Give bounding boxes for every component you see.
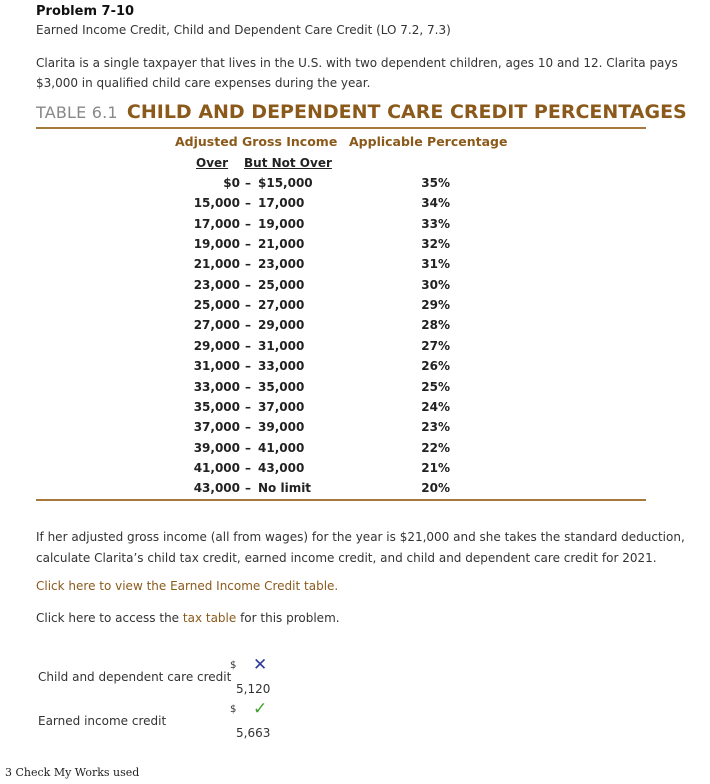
cell-percentage: 33%: [421, 216, 450, 231]
cell-dash: –: [245, 338, 251, 353]
cell-over: 31,000: [193, 359, 240, 374]
table-row: [150, 217, 450, 237]
cell-not-over: 43,000: [258, 460, 305, 475]
eic-label: Earned income credit: [38, 714, 167, 728]
cell-percentage: 28%: [421, 318, 450, 333]
cell-percentage: 32%: [421, 237, 450, 252]
cell-over: 39,000: [193, 440, 240, 455]
access-prefix: Click here to access the: [36, 611, 183, 625]
cell-over: 17,000: [193, 216, 240, 231]
cell-over: 41,000: [193, 460, 240, 475]
table-row: [150, 176, 450, 196]
tax-table-link[interactable]: tax table: [182, 611, 237, 625]
cell-dash: –: [245, 237, 251, 252]
table-top-rule: [36, 127, 646, 129]
eic-table-link-text[interactable]: Click here to view the Earned Income Credit table.: [36, 579, 339, 593]
cell-not-over: 17,000: [258, 196, 305, 211]
cell-percentage: 35%: [421, 176, 450, 190]
correct-check-icon: ✓: [253, 699, 268, 719]
cell-not-over: 39,000: [258, 420, 305, 435]
question-text: If her adjusted gross income (all from wages) for the year is $21,000 and she takes the standard deduction, calculate Clarita’s child tax credit, earned income credit, and child and dependent care credit for 2021.: [36, 530, 685, 565]
table-row: [150, 359, 450, 379]
cell-over: 35,000: [193, 399, 240, 414]
cell-percentage: 20%: [421, 481, 450, 496]
table-row: [150, 420, 450, 440]
cell-dash: –: [245, 460, 251, 475]
cell-percentage: 23%: [421, 420, 450, 435]
eic-table-link[interactable]: [36, 579, 338, 593]
incorrect-icon: ✕: [253, 655, 268, 675]
cell-dash: –: [245, 399, 251, 414]
table-row: [150, 196, 450, 216]
cell-over: 29,000: [193, 338, 240, 353]
cell-not-over: 37,000: [258, 399, 305, 414]
table-row: [150, 461, 450, 481]
cell-dash: –: [245, 277, 251, 292]
care-credit-label: Child and dependent care credit: [38, 670, 232, 684]
care-credit-currency: $: [230, 660, 237, 671]
cell-percentage: 21%: [421, 460, 450, 475]
cell-dash: –: [245, 379, 251, 394]
table-row: [150, 298, 450, 318]
cell-percentage: 30%: [421, 277, 450, 292]
table-row: [150, 237, 450, 257]
cell-over: 21,000: [193, 257, 240, 272]
cell-over: 15,000: [193, 196, 240, 211]
cell-not-over: $15,000: [258, 176, 313, 190]
table-row: [150, 339, 450, 359]
table-label: TABLE 6.1: [36, 103, 118, 122]
cell-percentage: 22%: [421, 440, 450, 455]
cell-not-over: 29,000: [258, 318, 305, 333]
cell-not-over: 23,000: [258, 257, 305, 272]
subheader-over: Over: [196, 156, 229, 170]
table-row: [150, 380, 450, 400]
table-row: [150, 400, 450, 420]
cell-not-over: 19,000: [258, 216, 305, 231]
cell-percentage: 25%: [421, 379, 450, 394]
cell-not-over: No limit: [258, 481, 312, 496]
eic-currency: $: [230, 704, 237, 715]
cell-dash: –: [245, 298, 251, 313]
problem-subtitle: Earned Income Credit, Child and Dependent Care Credit (LO 7.2, 7.3): [36, 23, 451, 37]
cell-over: 33,000: [193, 379, 240, 394]
check-my-work-counter: 3 Check My Works used: [5, 766, 140, 779]
problem-scenario: Clarita is a single taxpayer that lives in the U.S. with two dependent children, ages 10 and 12. Clarita pays $3,000 in qualified child care expenses during the year.: [36, 56, 678, 90]
cell-over: 23,000: [193, 277, 240, 292]
tax-table-line: [36, 611, 340, 625]
cell-percentage: 24%: [421, 399, 450, 414]
cell-percentage: 29%: [421, 298, 450, 313]
cell-not-over: 21,000: [258, 237, 305, 252]
table-row: [150, 257, 450, 277]
table-row: [150, 278, 450, 298]
cell-dash: –: [245, 176, 251, 190]
cell-not-over: 31,000: [258, 338, 305, 353]
cell-dash: –: [245, 440, 251, 455]
cell-dash: –: [245, 420, 251, 435]
cell-percentage: 27%: [421, 338, 450, 353]
subheader-but-not-over: But Not Over: [244, 156, 332, 170]
cell-over: 25,000: [193, 298, 240, 313]
cell-dash: –: [245, 257, 251, 272]
cell-percentage: 34%: [421, 196, 450, 211]
cell-percentage: 26%: [421, 359, 450, 374]
column-header-agi: Adjusted Gross Income: [175, 134, 338, 149]
cell-dash: –: [245, 196, 251, 211]
table-bottom-rule: [36, 499, 646, 501]
cell-not-over: 25,000: [258, 277, 305, 292]
cell-not-over: 35,000: [258, 379, 305, 394]
cell-dash: –: [245, 216, 251, 231]
table-row: [150, 441, 450, 461]
table-heading: [36, 101, 687, 123]
cell-dash: –: [245, 481, 251, 496]
care-credit-input[interactable]: 5,120: [236, 682, 271, 696]
cell-over: 19,000: [193, 237, 240, 252]
cell-not-over: 33,000: [258, 359, 305, 374]
cell-percentage: 31%: [421, 257, 450, 272]
cell-dash: –: [245, 318, 251, 333]
cell-over: 43,000: [193, 481, 240, 496]
cell-over: $0: [223, 176, 240, 190]
eic-input[interactable]: 5,663: [236, 726, 271, 740]
access-suffix: for this problem.: [236, 611, 340, 625]
cell-dash: –: [245, 359, 251, 374]
cell-not-over: 41,000: [258, 440, 305, 455]
table-row: [150, 318, 450, 338]
cell-over: 27,000: [193, 318, 240, 333]
cell-over: 37,000: [193, 420, 240, 435]
problem-title: Problem 7-10: [36, 4, 135, 19]
cell-not-over: 27,000: [258, 298, 305, 313]
table-title: CHILD AND DEPENDENT CARE CREDIT PERCENTAGES: [126, 101, 687, 123]
column-header-percentage: Applicable Percentage: [349, 134, 508, 149]
